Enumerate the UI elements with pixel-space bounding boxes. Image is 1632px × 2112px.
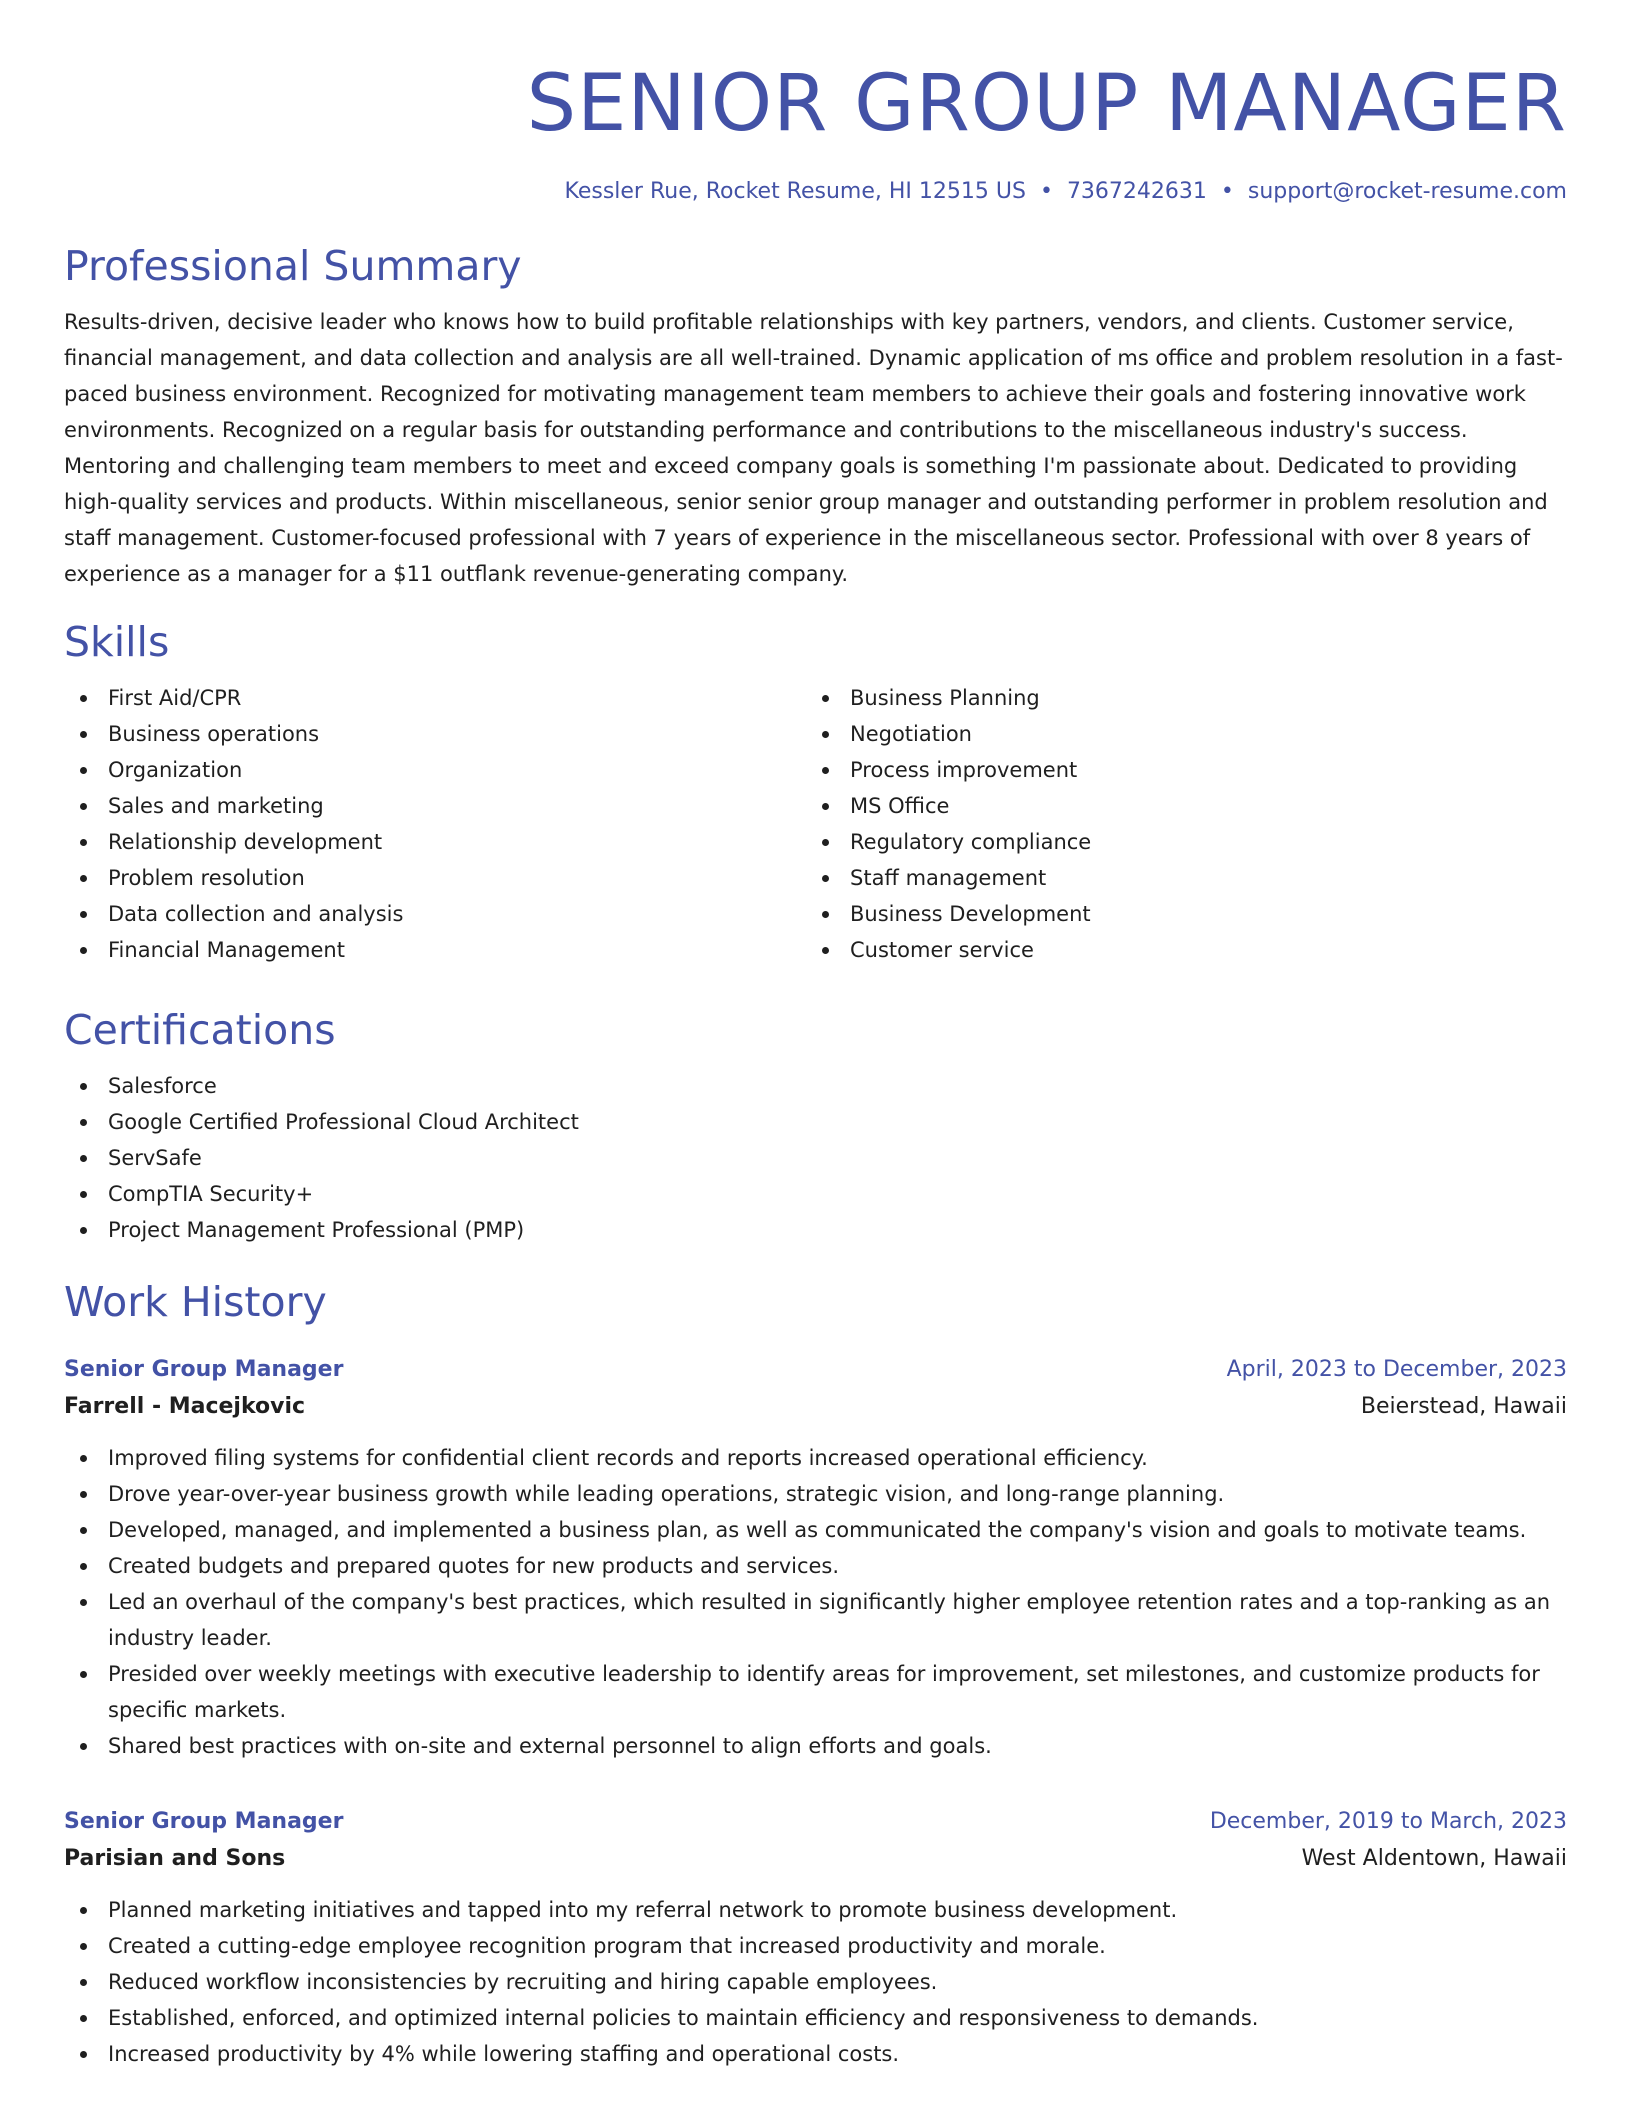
skill-item: Process improvement: [806, 752, 1548, 788]
job-bullet: Reduced workflow inconsistencies by recruiting and hiring capable employees.: [64, 1964, 1567, 2000]
skill-item: Business Development: [806, 896, 1548, 932]
job-bullet: Drove year-over-year business growth while leading operations, strategic vision, and long-range planning.: [64, 1476, 1567, 1512]
work-history-heading: Work History: [64, 1278, 327, 1326]
job-dates: December, 2019 to March, 2023: [1209, 1809, 1567, 1834]
skill-item: Staff management: [806, 860, 1548, 896]
contact-address: Kessler Rue, Rocket Resume, HI 12515 US: [564, 179, 1026, 204]
contact-email[interactable]: support@rocket-resume.com: [1247, 179, 1567, 204]
summary-text: Results-driven, decisive leader who knows how to build profitable relationships with key partners, vendors, and clients. Customer service, financial management, and data collection and analysis are all well-trained. Dynamic application of ms office and problem resolution in a fast-paced business environment. Recognized for motivating management team members to achieve their goals and fostering innovative work environments. Recognized on a regular basis for outstanding performance and contributions to the miscellaneous industry's success. Mentoring and challenging team members to meet and exceed company goals is something I'm passionate about. Dedicated to providing high-quality services and products. Within miscellaneous, senior senior group manager and outstanding performer in problem resolution and staff management. Customer-focused professional with 7 years of experience in the miscellaneous sector. Professional with over 8 years of experience as a manager for a $11 outflank revenue-generating company.: [64, 310, 1563, 586]
summary-heading: Professional Summary: [64, 242, 522, 290]
job-bullet: Created budgets and prepared quotes for new products and services.: [64, 1548, 1567, 1584]
skills-column-right: [806, 680, 1548, 968]
job-bullet: Established, enforced, and optimized internal policies to maintain efficiency and responsiveness to demands.: [64, 2000, 1567, 2036]
certifications-heading: Certifications: [64, 1006, 336, 1054]
job-title: Senior Group Manager: [64, 1357, 344, 1382]
job-bullet: Increased productivity by 4% while lowering staffing and operational costs.: [64, 2036, 1567, 2072]
certification-item: Project Management Professional (PMP): [64, 1212, 1567, 1248]
job-bullet: Developed, managed, and implemented a business plan, as well as communicated the company's vision and goals to motivate teams.: [64, 1512, 1567, 1548]
job-bullet: Improved filing systems for confidential client records and reports increased operational efficiency.: [64, 1440, 1567, 1476]
certification-item: CompTIA Security+: [64, 1176, 1567, 1212]
job-dates: April, 2023 to December, 2023: [1226, 1357, 1567, 1382]
contact-line: [64, 176, 1567, 208]
skills-list-right: [806, 680, 1548, 968]
skill-item: Data collection and analysis: [64, 896, 806, 932]
skills-grid: [64, 680, 1567, 968]
job-company: Farrell - Macejkovic: [64, 1394, 306, 1419]
skill-item: First Aid/CPR: [64, 680, 806, 716]
job-entry: [64, 1352, 1567, 1764]
skills-heading: Skills: [64, 618, 170, 666]
contact-phone[interactable]: 7367242631: [1066, 179, 1207, 204]
contact-separator: •: [1220, 179, 1234, 204]
skill-item: Business operations: [64, 716, 806, 752]
job-bullet: Led an overhaul of the company's best practices, which resulted in significantly higher employee retention rates and a top-ranking as an industry leader.: [64, 1584, 1567, 1656]
certification-item: ServSafe: [64, 1140, 1567, 1176]
skill-item: Negotiation: [806, 716, 1548, 752]
resume-page: [64, 0, 1567, 2072]
certification-item: Salesforce: [64, 1068, 1567, 1104]
certifications-list: [64, 1068, 1567, 1248]
skill-item: Relationship development: [64, 824, 806, 860]
skill-item: Customer service: [806, 932, 1548, 968]
job-bullet: Presided over weekly meetings with executive leadership to identify areas for improvement, set milestones, and customize products for specific markets.: [64, 1656, 1567, 1728]
job-company-row: [64, 1388, 1567, 1426]
job-bullet: Created a cutting-edge employee recognition program that increased productivity and morale.: [64, 1928, 1567, 1964]
job-header-row: [64, 1352, 1567, 1388]
skill-item: Problem resolution: [64, 860, 806, 896]
resume-name-heading: SENIOR GROUP MANAGER: [526, 59, 1567, 149]
skill-item: Regulatory compliance: [806, 824, 1548, 860]
skills-column-left: [64, 680, 806, 968]
skills-list-left: [64, 680, 806, 968]
skill-item: Sales and marketing: [64, 788, 806, 824]
job-entry: [64, 1804, 1567, 2072]
job-bullet-list: [64, 1440, 1567, 1764]
job-location: Beierstead, Hawaii: [1360, 1394, 1567, 1419]
job-bullet: Shared best practices with on-site and external personnel to align efforts and goals.: [64, 1728, 1567, 1764]
contact-separator: •: [1039, 179, 1053, 204]
job-title: Senior Group Manager: [64, 1809, 344, 1834]
job-location: West Aldentown, Hawaii: [1301, 1846, 1567, 1871]
job-header-row: [64, 1804, 1567, 1840]
job-bullet: Planned marketing initiatives and tapped into my referral network to promote business development.: [64, 1892, 1567, 1928]
skill-item: Financial Management: [64, 932, 806, 968]
certification-item: Google Certified Professional Cloud Architect: [64, 1104, 1567, 1140]
skill-item: Business Planning: [806, 680, 1548, 716]
job-bullet-list: [64, 1892, 1567, 2072]
skill-item: Organization: [64, 752, 806, 788]
job-company-row: [64, 1840, 1567, 1878]
skill-item: MS Office: [806, 788, 1548, 824]
job-company: Parisian and Sons: [64, 1846, 286, 1871]
